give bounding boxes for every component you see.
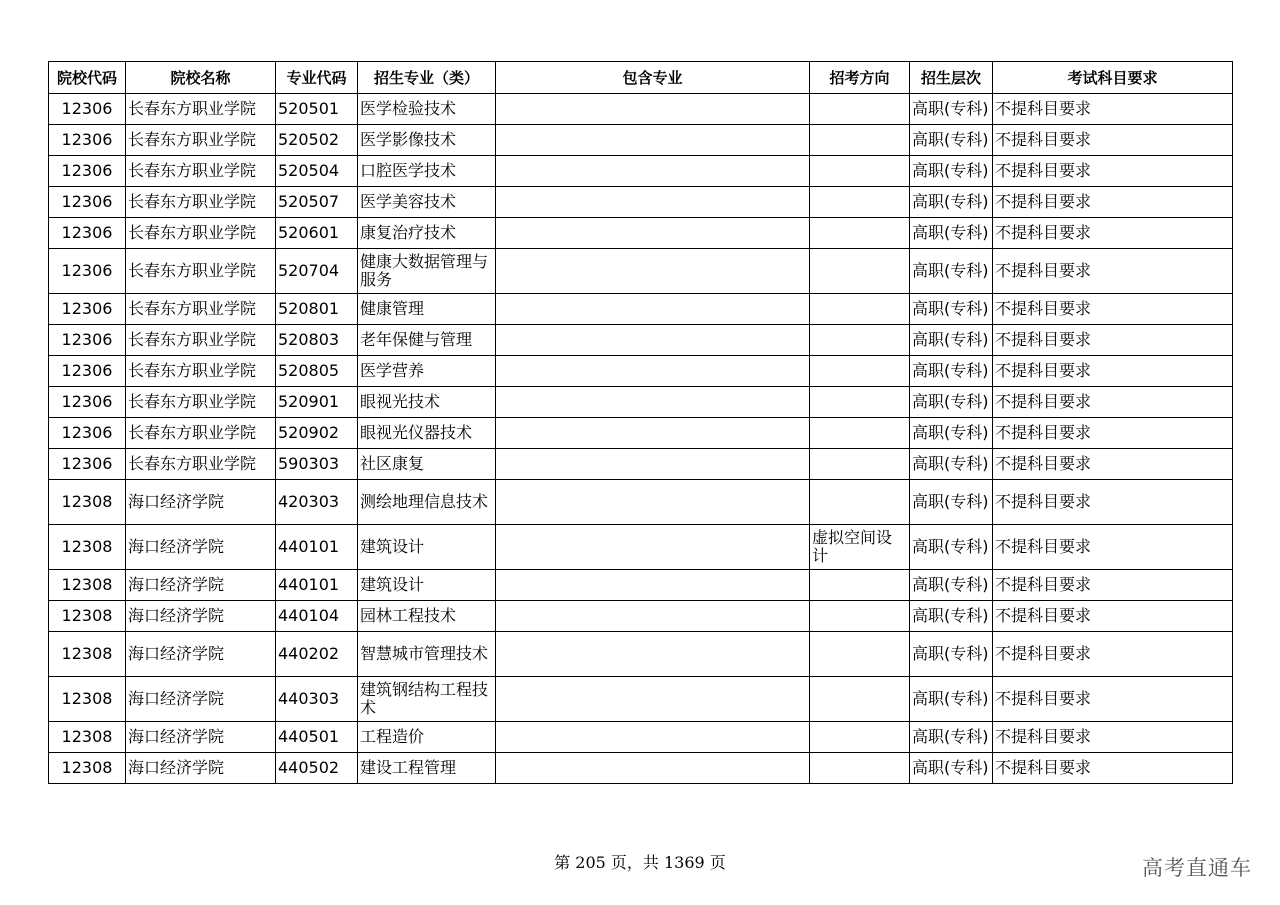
cell-major: 建筑钢结构工程技术 — [358, 677, 496, 722]
cell-included-majors — [496, 753, 810, 784]
header-level: 招生层次 — [910, 62, 993, 94]
cell-major: 健康管理 — [358, 294, 496, 325]
cell-direction — [810, 722, 910, 753]
table-row — [49, 125, 1233, 156]
cell-major: 眼视光技术 — [358, 387, 496, 418]
cell-included-majors — [496, 249, 810, 294]
cell-level: 高职(专科) — [910, 218, 993, 249]
cell-requirement: 不提科目要求 — [993, 356, 1233, 387]
cell-level: 高职(专科) — [910, 387, 993, 418]
cell-school-name: 海口经济学院 — [126, 601, 276, 632]
cell-major-code: 520601 — [276, 218, 358, 249]
cell-major: 医学营养 — [358, 356, 496, 387]
cell-school-name: 长春东方职业学院 — [126, 125, 276, 156]
cell-major: 建筑设计 — [358, 525, 496, 570]
table-row — [49, 249, 1233, 294]
cell-major-code: 520504 — [276, 156, 358, 187]
cell-major-code: 520501 — [276, 94, 358, 125]
cell-requirement: 不提科目要求 — [993, 525, 1233, 570]
cell-level: 高职(专科) — [910, 294, 993, 325]
table-row — [49, 156, 1233, 187]
cell-school-name: 海口经济学院 — [126, 753, 276, 784]
cell-requirement: 不提科目要求 — [993, 632, 1233, 677]
cell-major-code: 520805 — [276, 356, 358, 387]
header-direction: 招考方向 — [810, 62, 910, 94]
cell-major: 口腔医学技术 — [358, 156, 496, 187]
cell-included-majors — [496, 387, 810, 418]
cell-requirement: 不提科目要求 — [993, 480, 1233, 525]
table-row — [49, 449, 1233, 480]
cell-major-code: 520502 — [276, 125, 358, 156]
cell-direction — [810, 156, 910, 187]
cell-requirement: 不提科目要求 — [993, 294, 1233, 325]
header-major-code: 专业代码 — [276, 62, 358, 94]
cell-included-majors — [496, 325, 810, 356]
cell-direction — [810, 325, 910, 356]
cell-major-code: 440104 — [276, 601, 358, 632]
header-row — [49, 62, 1233, 94]
cell-school-name: 长春东方职业学院 — [126, 249, 276, 294]
cell-level: 高职(专科) — [910, 187, 993, 218]
cell-requirement: 不提科目要求 — [993, 387, 1233, 418]
cell-school-code: 12306 — [49, 449, 126, 480]
cell-major: 社区康复 — [358, 449, 496, 480]
cell-school-name: 海口经济学院 — [126, 480, 276, 525]
cell-school-code: 12308 — [49, 722, 126, 753]
cell-major: 建设工程管理 — [358, 753, 496, 784]
cell-major: 健康大数据管理与服务 — [358, 249, 496, 294]
cell-major: 园林工程技术 — [358, 601, 496, 632]
cell-level: 高职(专科) — [910, 125, 993, 156]
cell-requirement: 不提科目要求 — [993, 94, 1233, 125]
cell-school-name: 海口经济学院 — [126, 677, 276, 722]
watermark-logo-text: 高考直通车 — [1142, 856, 1252, 880]
cell-major-code: 440502 — [276, 753, 358, 784]
cell-requirement: 不提科目要求 — [993, 753, 1233, 784]
table-row — [49, 570, 1233, 601]
cell-included-majors — [496, 187, 810, 218]
cell-school-name: 海口经济学院 — [126, 632, 276, 677]
cell-school-code: 12306 — [49, 218, 126, 249]
cell-major: 眼视光仪器技术 — [358, 418, 496, 449]
cell-school-code: 12306 — [49, 294, 126, 325]
cell-direction — [810, 449, 910, 480]
header-major: 招生专业（类） — [358, 62, 496, 94]
cell-major-code: 420303 — [276, 480, 358, 525]
cell-school-name: 海口经济学院 — [126, 722, 276, 753]
cell-major-code: 590303 — [276, 449, 358, 480]
cell-direction — [810, 356, 910, 387]
table-row — [49, 480, 1233, 525]
table-row — [49, 525, 1233, 570]
page-number: 第 205 页，共 1369 页 — [554, 853, 726, 872]
cell-level: 高职(专科) — [910, 449, 993, 480]
cell-level: 高职(专科) — [910, 753, 993, 784]
cell-included-majors — [496, 218, 810, 249]
cell-major: 医学美容技术 — [358, 187, 496, 218]
cell-level: 高职(专科) — [910, 94, 993, 125]
cell-school-name: 长春东方职业学院 — [126, 325, 276, 356]
cell-school-code: 12306 — [49, 325, 126, 356]
cell-school-name: 长春东方职业学院 — [126, 294, 276, 325]
cell-school-code: 12308 — [49, 677, 126, 722]
cell-major: 测绘地理信息技术 — [358, 480, 496, 525]
cell-major-code: 520507 — [276, 187, 358, 218]
cell-direction: 虚拟空间设计 — [810, 525, 910, 570]
cell-direction — [810, 677, 910, 722]
cell-level: 高职(专科) — [910, 156, 993, 187]
cell-direction — [810, 187, 910, 218]
cell-level: 高职(专科) — [910, 356, 993, 387]
cell-included-majors — [496, 94, 810, 125]
cell-major: 工程造价 — [358, 722, 496, 753]
cell-included-majors — [496, 570, 810, 601]
cell-major: 医学影像技术 — [358, 125, 496, 156]
cell-requirement: 不提科目要求 — [993, 722, 1233, 753]
cell-major-code: 520801 — [276, 294, 358, 325]
cell-school-code: 12308 — [49, 632, 126, 677]
cell-requirement: 不提科目要求 — [993, 187, 1233, 218]
cell-major-code: 520901 — [276, 387, 358, 418]
cell-school-code: 12306 — [49, 125, 126, 156]
cell-included-majors — [496, 632, 810, 677]
table-header — [49, 62, 1233, 94]
cell-direction — [810, 249, 910, 294]
cell-direction — [810, 94, 910, 125]
table-row — [49, 601, 1233, 632]
table-row — [49, 632, 1233, 677]
cell-included-majors — [496, 356, 810, 387]
cell-major: 康复治疗技术 — [358, 218, 496, 249]
cell-major-code: 440101 — [276, 525, 358, 570]
cell-included-majors — [496, 677, 810, 722]
cell-included-majors — [496, 418, 810, 449]
cell-school-code: 12306 — [49, 387, 126, 418]
cell-school-name: 长春东方职业学院 — [126, 187, 276, 218]
cell-included-majors — [496, 525, 810, 570]
cell-school-name: 长春东方职业学院 — [126, 418, 276, 449]
cell-major: 老年保健与管理 — [358, 325, 496, 356]
table-row — [49, 356, 1233, 387]
cell-direction — [810, 601, 910, 632]
cell-major: 智慧城市管理技术 — [358, 632, 496, 677]
cell-school-code: 12306 — [49, 187, 126, 218]
cell-major-code: 440101 — [276, 570, 358, 601]
cell-major-code: 440303 — [276, 677, 358, 722]
table-row — [49, 677, 1233, 722]
cell-school-code: 12308 — [49, 525, 126, 570]
table-row — [49, 218, 1233, 249]
cell-direction — [810, 294, 910, 325]
cell-direction — [810, 218, 910, 249]
cell-school-code: 12306 — [49, 249, 126, 294]
cell-included-majors — [496, 722, 810, 753]
cell-school-name: 长春东方职业学院 — [126, 156, 276, 187]
cell-included-majors — [496, 125, 810, 156]
cell-requirement: 不提科目要求 — [993, 325, 1233, 356]
cell-major-code: 520704 — [276, 249, 358, 294]
table-row — [49, 753, 1233, 784]
cell-requirement: 不提科目要求 — [993, 218, 1233, 249]
cell-major: 医学检验技术 — [358, 94, 496, 125]
cell-major-code: 440202 — [276, 632, 358, 677]
cell-level: 高职(专科) — [910, 418, 993, 449]
cell-requirement: 不提科目要求 — [993, 677, 1233, 722]
header-school-name: 院校名称 — [126, 62, 276, 94]
cell-direction — [810, 480, 910, 525]
table-row — [49, 325, 1233, 356]
cell-school-name: 海口经济学院 — [126, 525, 276, 570]
cell-level: 高职(专科) — [910, 677, 993, 722]
header-school-code: 院校代码 — [49, 62, 126, 94]
cell-direction — [810, 387, 910, 418]
cell-school-code: 12308 — [49, 480, 126, 525]
cell-direction — [810, 753, 910, 784]
cell-school-code: 12306 — [49, 156, 126, 187]
cell-direction — [810, 125, 910, 156]
cell-school-name: 长春东方职业学院 — [126, 356, 276, 387]
cell-requirement: 不提科目要求 — [993, 601, 1233, 632]
table-body — [49, 94, 1233, 784]
cell-requirement: 不提科目要求 — [993, 156, 1233, 187]
cell-included-majors — [496, 480, 810, 525]
cell-requirement: 不提科目要求 — [993, 249, 1233, 294]
table-row — [49, 294, 1233, 325]
cell-school-code: 12306 — [49, 418, 126, 449]
cell-school-name: 长春东方职业学院 — [126, 218, 276, 249]
cell-requirement: 不提科目要求 — [993, 418, 1233, 449]
cell-included-majors — [496, 449, 810, 480]
cell-school-code: 12308 — [49, 753, 126, 784]
table-row — [49, 187, 1233, 218]
cell-included-majors — [496, 294, 810, 325]
cell-requirement: 不提科目要求 — [993, 125, 1233, 156]
header-requirement: 考试科目要求 — [993, 62, 1233, 94]
cell-level: 高职(专科) — [910, 480, 993, 525]
cell-level: 高职(专科) — [910, 632, 993, 677]
cell-requirement: 不提科目要求 — [993, 449, 1233, 480]
cell-school-code: 12306 — [49, 356, 126, 387]
header-included-majors: 包含专业 — [496, 62, 810, 94]
cell-major: 建筑设计 — [358, 570, 496, 601]
cell-school-name: 长春东方职业学院 — [126, 387, 276, 418]
cell-direction — [810, 632, 910, 677]
cell-school-name: 长春东方职业学院 — [126, 449, 276, 480]
cell-major-code: 520902 — [276, 418, 358, 449]
table-row — [49, 722, 1233, 753]
cell-school-code: 12308 — [49, 601, 126, 632]
table-row — [49, 94, 1233, 125]
cell-level: 高职(专科) — [910, 722, 993, 753]
cell-school-name: 海口经济学院 — [126, 570, 276, 601]
cell-school-name: 长春东方职业学院 — [126, 94, 276, 125]
cell-level: 高职(专科) — [910, 601, 993, 632]
cell-level: 高职(专科) — [910, 249, 993, 294]
cell-major-code: 520803 — [276, 325, 358, 356]
cell-requirement: 不提科目要求 — [993, 570, 1233, 601]
cell-direction — [810, 418, 910, 449]
cell-level: 高职(专科) — [910, 525, 993, 570]
admissions-table — [48, 61, 1233, 784]
cell-school-code: 12308 — [49, 570, 126, 601]
cell-level: 高职(专科) — [910, 325, 993, 356]
cell-school-code: 12306 — [49, 94, 126, 125]
cell-level: 高职(专科) — [910, 570, 993, 601]
cell-included-majors — [496, 156, 810, 187]
cell-direction — [810, 570, 910, 601]
table-row — [49, 418, 1233, 449]
cell-included-majors — [496, 601, 810, 632]
cell-major-code: 440501 — [276, 722, 358, 753]
table-row — [49, 387, 1233, 418]
